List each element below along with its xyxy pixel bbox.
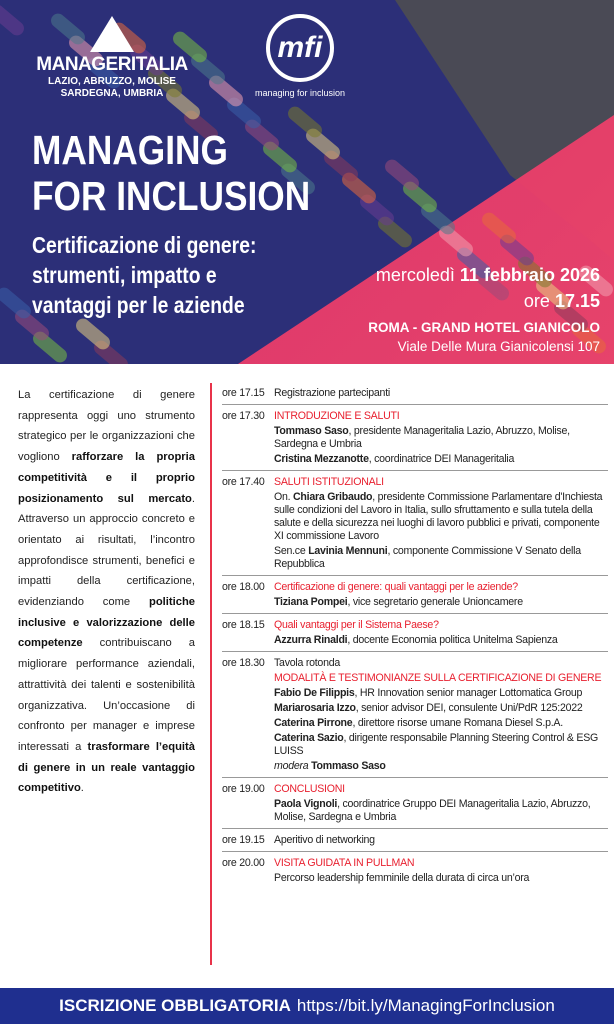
session-title: INTRODUZIONE E SALUTI	[274, 410, 400, 422]
agenda-time: ore 17.40	[222, 476, 265, 488]
agenda-line	[274, 672, 608, 685]
agenda-details	[274, 410, 608, 466]
agenda-details	[274, 581, 608, 609]
agenda-line	[274, 410, 608, 423]
agenda-time: ore 17.30	[222, 410, 265, 422]
agenda-line	[274, 476, 608, 489]
speaker-name: Cristina Mezzanotte	[274, 453, 369, 465]
agenda-line	[274, 687, 608, 700]
agenda-line	[274, 657, 608, 670]
speaker-name: Azzurra Rinaldi	[274, 634, 348, 646]
event-subtitle: Certificazione di genere: strumenti, impatto e vantaggi per le aziende	[32, 232, 257, 318]
session-title: MODALITÀ E TESTIMONIANZE SULLA CERTIFICAZIONE DI GENERE	[274, 672, 602, 684]
event-venue: ROMA - GRAND HOTEL GIANICOLO Viale Delle Mura Gianicolensi 107	[368, 320, 600, 354]
text: , docente Economia politica Unitelma Sapienza	[347, 634, 558, 646]
agenda-time: ore 18.15	[222, 619, 265, 631]
session-title: Certificazione di genere: quali vantaggi per le aziende?	[274, 581, 518, 593]
speaker-name: Caterina Sazio	[274, 732, 344, 744]
divider-line	[210, 383, 212, 965]
text: , presidente Manageritalia Lazio, Abruzzo, Molise, Sardegna e Umbria	[274, 425, 570, 450]
text: , dirigente responsabile Planning Steering Control & ESG LUISS	[274, 732, 599, 757]
agenda-time: ore 18.00	[222, 581, 265, 593]
session-title: Quali vantaggi per il Sistema Paese?	[274, 619, 439, 631]
text: , presidente Commissione Parlamentare d'Inchiesta sulle condizioni del Lavoro in Italia, sullo sfruttamento e sulla tutela della salute e della sicurezza nei luoghi di lavoro pubblici e privati, componente XI commissione Lavoro	[274, 491, 603, 542]
agenda-line	[274, 545, 608, 571]
agenda-details	[274, 476, 608, 571]
agenda-time: ore 19.15	[222, 834, 265, 846]
text: , componente Commissione V Senato della Repubblica	[274, 545, 581, 570]
agenda-time: ore 19.00	[222, 783, 265, 795]
text: Sen.ce	[274, 545, 309, 557]
text: .	[80, 782, 84, 795]
agenda-details	[274, 657, 608, 773]
agenda-line	[274, 702, 608, 715]
agenda-time: ore 17.15	[222, 387, 265, 399]
agenda-row	[222, 386, 608, 405]
text: , coordinatrice Gruppo DEI Manageritalia Lazio, Abruzzo, Molise, Sardegna e Umbria	[274, 798, 591, 823]
agenda-line	[274, 619, 608, 632]
speaker-name: politiche inclusive e valorizzazione delle competenze	[18, 596, 195, 650]
agenda	[222, 386, 608, 889]
agenda-line	[274, 857, 608, 870]
agenda-line	[274, 872, 608, 885]
text: La certificazione di genere rappresenta oggi uno strumento strategico per le organizzazioni che vogliono	[18, 389, 195, 464]
session-title: VISITA GUIDATA IN PULLMAN	[274, 857, 415, 869]
manageritalia-logo: MANAGERITALIA LAZIO, ABRUZZO, MOLISE SARDEGNA, UMBRIA	[32, 16, 192, 100]
speaker-name: Chiara Gribaudo	[293, 491, 373, 503]
agenda-line	[274, 717, 608, 730]
text: , vice segretario generale Unioncamere	[347, 596, 523, 608]
text: , direttore risorse umane Romana Diesel S.p.A.	[352, 717, 563, 729]
agenda-row	[222, 856, 608, 889]
speaker-name: trasformare l’equità di genere in un reale vantaggio competitivo	[18, 740, 195, 795]
text: , HR Innovation senior manager Lottomatica Group	[354, 687, 583, 699]
agenda-details	[274, 834, 608, 847]
agenda-details	[274, 387, 608, 400]
session-title: CONCLUSIONI	[274, 783, 345, 795]
agenda-line	[274, 453, 608, 466]
agenda-line	[274, 581, 608, 594]
agenda-line	[274, 760, 608, 773]
agenda-line	[274, 596, 608, 609]
agenda-line	[274, 834, 608, 847]
manageritalia-logo-icon	[90, 16, 134, 52]
agenda-row	[222, 656, 608, 778]
person-figure-icon	[0, 2, 27, 38]
speaker-name: Tiziana Pompei	[274, 596, 348, 608]
agenda-line	[274, 732, 608, 758]
agenda-row	[222, 475, 608, 576]
text: , senior advisor DEI, consulente Uni/PdR 125:2022	[355, 702, 583, 714]
agenda-line	[274, 491, 608, 543]
speaker-name: Fabio De Filippis	[274, 687, 355, 699]
text: Percorso leadership femminile della durata di circa un’ora	[274, 872, 530, 884]
agenda-row	[222, 618, 608, 652]
agenda-row	[222, 409, 608, 471]
text: Aperitivo di networking	[274, 834, 375, 846]
speaker-name: Lavinia Mennuni	[308, 545, 388, 557]
registration-link[interactable]: https://bit.ly/ManagingForInclusion	[296, 996, 555, 1015]
text: contribuiscano a migliorare performance aziendali, attrattività dei talenti e sostenibilità organizzativa. Un’occasione di confronto per manager e imprese interessati a	[18, 637, 195, 753]
speaker-name: Mariarosaria Izzo	[274, 702, 356, 714]
hero-banner	[0, 0, 614, 364]
text: . Attraverso un approccio concreto e orientato ai risultati, l’incontro approfondisce strumenti, benefici e impatti della certificazione, evidenziando come	[18, 492, 195, 609]
agenda-details	[274, 857, 608, 885]
agenda-time: ore 20.00	[222, 857, 265, 869]
speaker-name: Tommaso Saso	[311, 760, 386, 772]
agenda-time: ore 18.30	[222, 657, 265, 669]
text: , coordinatrice DEI Manageritalia	[368, 453, 515, 465]
agenda-line	[274, 798, 608, 824]
agenda-line	[274, 425, 608, 451]
agenda-line	[274, 387, 608, 400]
speaker-name: Paola Vignoli	[274, 798, 338, 810]
agenda-row	[222, 833, 608, 852]
mfi-logo-icon: mfi	[266, 14, 334, 82]
agenda-row	[222, 580, 608, 614]
text: Tavola rotonda	[274, 657, 340, 669]
agenda-line	[274, 783, 608, 796]
agenda-details	[274, 783, 608, 824]
session-title: SALUTI ISTITUZIONALI	[274, 476, 384, 488]
event-date: mercoledì 11 febbraio 2026 ore 17.15	[375, 265, 600, 311]
speaker-name: rafforzare la propria competitività e il proprio posizionamento sul mercato	[18, 451, 195, 505]
event-title: MANAGING FOR INCLUSION	[32, 127, 311, 219]
agenda-details	[274, 619, 608, 647]
agenda-line	[274, 634, 608, 647]
text: Registrazione partecipanti	[274, 387, 390, 399]
text: On.	[274, 491, 294, 503]
mfi-logo: mfi managing for inclusion	[250, 14, 350, 98]
speaker-name: Caterina Pirrone	[274, 717, 353, 729]
agenda-row	[222, 782, 608, 829]
speaker-name: Tommaso Saso	[274, 425, 349, 437]
intro-text	[18, 385, 195, 799]
moderator-label: modera	[274, 760, 309, 772]
registration-banner: ISCRIZIONE OBBLIGATORIA https://bit.ly/ManagingForInclusion	[0, 988, 614, 1024]
